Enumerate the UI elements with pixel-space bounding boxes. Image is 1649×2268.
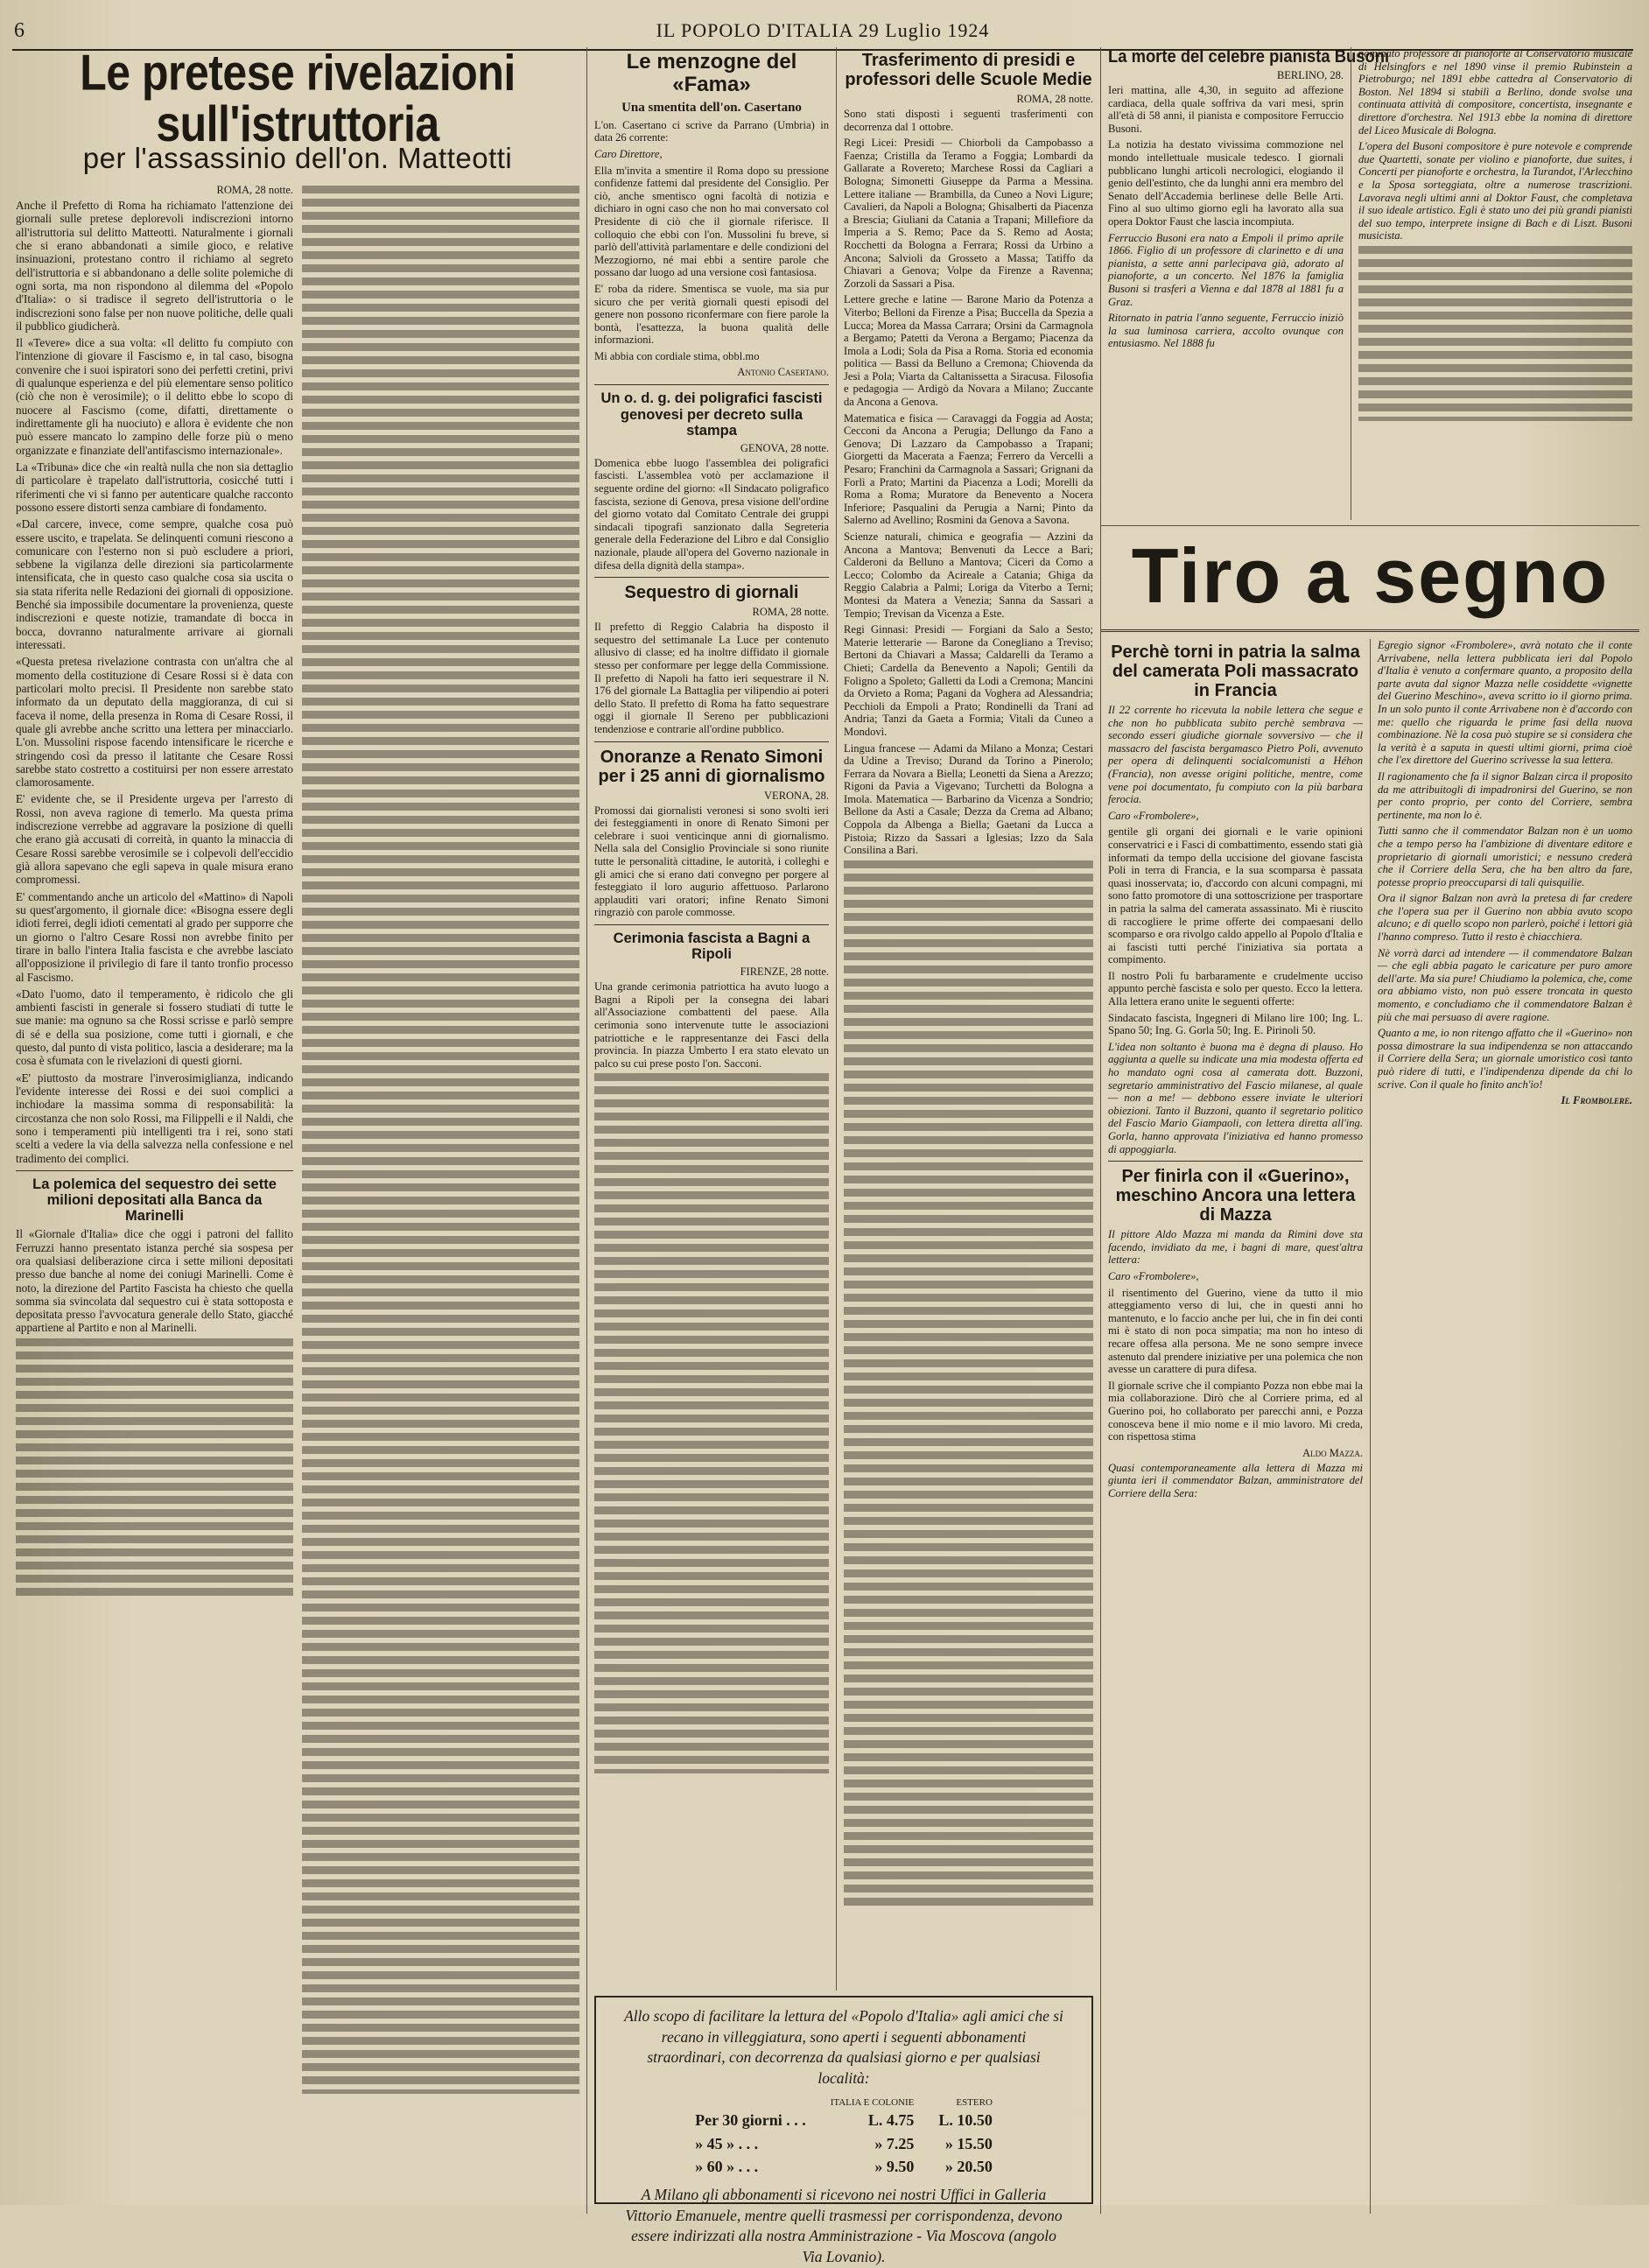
subhead-matteotti: per l'assassinio dell'on. Matteotti [82,142,513,174]
paragraph: Il 22 corrente ho ricevuta la nobile lettera che segue e che non ho pubblicata subito perchè sembrava — secondo esseri giudiche giornale sovversivo — che il massacro del fascista bergamasco Pietro Poli, avvenuto per opera di delinquenti socialcomunisti a Héhon (Francia), non avesse origini politiche, mentre, come vene poi documentato, fu compiuto con la più barbara ferocia. [1108,704,1363,806]
paragraph: Nè vorrà darci ad intendere — il commendatore Balzan — che egli abbia pagato le caricature per puro amore dell'arte. Ma sia pure! Chiudiamo la polemica, che, come ora abbiamo visto, non può essere troncata in questo momento, e concludiamo che il commendatore Balzan è più che mai persuaso di avere ragione. [1378,946,1632,1023]
headline-matteotti: Le pretese rivelazioni sull'istruttoria [80,44,516,152]
paragraph: Tutti sanno che il commendator Balzan non è un uomo che a tempo perso ha l'ambizione di diventare editore e proprietario di giornali umoristici; e nessuno crederà che il Corriere della Sera, che ha ben altro da fare, potesse proprio preoccuparsi di tali quisquilie. [1378,825,1632,888]
dateline: BERLINO, 28. [1276,69,1344,81]
dateline: GENOVA, 28 notte. [740,441,829,454]
subscription-note: A Milano gli abbonamenti si ricevono nei nostri Uffici in Galleria Vittorio Emanuele, mentre quelli trasmessi per corrispondenza, devono essere indirizzati alla nostra Amministrazione - Via Moscova (angolo Via Lovanio). [625,2186,1063,2266]
dateline: ROMA, 28 notte. [1016,93,1093,105]
paragraph: Scienze naturali, chimica e geografia — Azzini da Ancona a Mantova; Benvenuti da Lecce a Bari; Calderoni da Belluno a Mantova; Ciceri da Como a Lecco; Colombo da Acireale a Catania; Ghiga da Reggio Calabria a Palmi; Loriga da Viterbo a Terni; Montesi da Matera a Venezia; Sanna da Sassari a Tempio; Trevisan da Vicenza a Este. [844,530,1093,620]
paragraph: Lettere greche e latine — Barone Mario da Potenza a Viterbo; Belloni da Firenze a Pisa; Buccella da Spezia a Lucca; Morea da Massa Carrara; Orsini da Carmagnola a Bergamo; Patetti da Verona a Bergamo; Piacenza da Imola a Lodi; Sola da Pisa a Roma. Storia ed economia politica — Bassi da Belluno a Cremona; Chiovenda da Jesi a Pola; Viarta da Caltanissetta a Siracusa. Filosofia e pedagogia — Ardigò da Novara a Milano; Zuccante da Ancona a Genova. [844,293,1093,409]
paragraph: L'on. Casertano ci scrive da Parrano (Umbria) in data 26 corrente: [594,118,829,144]
paragraph: E' roba da ridere. Smentisca se vuole, ma sia pur sicuro che per verità giornali questi episodi del genere non possono riconfermare con fiere parole la bontà, l'esattezza, la buona qualità delle informazioni. [594,282,829,347]
paragraph: Il prefetto di Reggio Calabria ha disposto il sequestro del settimanale La Luce per contenuto allusivo di classe; ed ha inoltre diffidato il giornale stesso per conformare per legge della Commissione. Il prefetto di Napoli ha fatto ieri sequestrare il N. 176 del giornale La Battaglia per vilipendio ai poteri dello Stato. Il prefetto di Roma ha fatto sequestrare oggi il giornale Il Sereno per pubblicazioni tendenziose e contrarie all'ordine pubblico. [594,621,829,735]
paragraph: nominato professore di pianoforte al Conservatorio musicale di Helsingfors e nel 1890 vinse il premio Rubinstein a Pietroburgo; nel 1891 ebbe cattedra al Conservatorio di Boston. Nel 1894 si stabilì a Berlino, donde svolse una continuata attività di compositore, concertista, insegnante e direttore d'orchestra. Nel 1913 ebbe la nomina di direttore del Liceo Musicale di Bologna. [1358,47,1632,137]
subhead-smentita: Una smentita dell'on. Casertano [621,100,802,115]
headline-cerimonia: Cerimonia fascista a Bagni a Ripoli [613,930,810,963]
paragraph: «Dal carcere, invece, come sempre, qualche cosa può essere uscito, e trapelata. Se delinquenti comuni riescono a comunicare con l'esterno non si può escludere a priori, sebbene la vigilanza delle direzioni sia particolarmente intensificata, che in questo caso qualche cosa sia uscita o sia stata riferita nelle Redazioni dei giornali di opposizione. Benché sia impossibile documentare la provenienza, queste indiscrezioni e queste notizie, tramandate di bocca in bocca, dovranno naturalmente arrivare ai giornali interessati. [16,517,293,651]
paragraph: Sono stati disposti i seguenti trasferimenti con decorrenza dal 1 ottobre. [844,108,1093,133]
headline-sequestro: Sequestro di giornali [624,583,799,603]
headline-menzogne: Le menzogne del «Fama» [626,50,797,97]
header-italy: ITALIA E COLONIE [830,2096,915,2108]
paragraph: Anche il Prefetto di Roma ha richiamato l'attenzione dei giornali sulle pretese deplorevoli indiscrezioni intorno all'istruttoria sul delitto Matteotti. Naturalmente i giornali che si erano abbandonati a simile gioco, e relative insinuazioni, protestano contro il richiamo al segreto dell'istruttoria e si abbandonano a delle solite polemiche di ogni sorta, ma non rispondono al dilemma del «Popolo d'Italia»: o si tradisce il segreto dell'istruttoria o le indiscrezioni sono false per non nuove politiche, delle quali il pubblico giudicherà. [16,199,293,333]
headline-onoranze: Onoranze a Renato Simoni per i 25 anni di giornalismo [598,747,825,786]
page-number: 6 [14,19,25,42]
paragraph: Quanto a me, io non ritengo affatto che il «Guerino» non possa dimostrare la sua indipendenza se non attaccando il Corriere della Sera; un giornale umoristico così tanto può ridere di tutti, e l'indipendenza dipende da chi lo scrive. Con il quale ho finito anch'io! [1378,1027,1632,1091]
headline-trasferimento: Trasferimento di presidi e professori delle Scuole Medie [845,51,1092,89]
table-row [683,2155,1005,2178]
dateline: ROMA, 28 notte. [752,606,829,619]
paragraph: Ieri mattina, alle 4,30, in seguito ad affezione cardiaca, della quale soffriva da vari mesi, sprin all'età di 58 anni, il pianista e compositore Ferruccio Busoni. [1108,84,1344,135]
paragraph: La notizia ha destato vivissima commozione nel mondo intellettuale musicale tedesco. I giornali pubblicano lunghi articoli necrologici, elogiando il genio dell'estinto, che da lunghi anni era membro del Senato dell'Accademia berlinese delle Belle Arti. Fino al suo ultimo giorno egli ha lavorato alla sua opera Doktor Faust che lascia incompiuta. [1108,138,1344,228]
rate-label: » 60 » . . . [695,2157,759,2175]
salutation: Caro «Frombolere», [1108,809,1199,822]
signature: Il Frombolere. [1561,1094,1632,1107]
paragraph: Ferruccio Busoni era nato a Empoli il primo aprile 1866. Figlio di un professore di clarinetto e di una pianista, a sette anni parlecipava già, adorato al pianoforte, a un concerto. Nel 1876 la famiglia Busoni si trasferì a Vienna e dal 1878 al 1881 fu a Graz. [1108,231,1344,308]
header-abroad: ESTERO [956,2096,993,2108]
dateline: ROMA, 28 notte. [216,184,293,196]
paragraph: Lingua francese — Adami da Milano a Monza; Cestari da Udine a Treviso; Durand da Torino a Pinerolo; Ferrara da Novara a Biella; Leonetti da Siena a Arezzo; Rigoni da Pavia a Vigevano; Turchetti da Bologna a Imola. Matematica — Barbarino da Vicenza a Sondrio; Bellone da Asti a Casale; Dezza da Crema ad Albano; Coppola da Albenga a Biella; Gaetani da Lucca a Pistoia; Rizzo da Sassari a Iglesias; Izzo da Sala Consilina a Bari. [844,741,1093,857]
rate-italy: » 7.25 [874,2134,915,2152]
matteotti-subcol-right [302,182,579,2094]
masthead-title: IL POPOLO D'ITALIA 29 Luglio 1924 [656,19,990,41]
tiro-col-2 [1370,639,1639,2214]
subscription-box-wrapper [586,1991,1100,2266]
paragraph: Il giornale scrive che il compianto Pozza non ebbe mai la mia collaborazione. Dirò che al Corriere prima, ed al Guerino poi, ho collaborato per parecchi anni, e Pozza conosceva bene il mio nome e il mio lavoro. Mi creda, con rispettosa stima [1108,1379,1363,1443]
dateline: VERONA, 28. [764,789,829,802]
paragraph: Mi abbia con cordiale stima, obbl.mo [594,349,760,362]
matteotti-body [16,182,579,2094]
paragraph: La «Tribuna» dice che «in realtà nulla che non sia dettaglio di particolare è trapelato dall'istruttoria, cosicché tutti i riferimenti che vi si fanno per autenticare qualche racconto possono essere distorti senza cambiare di fondamento. [16,460,293,514]
paragraph: Ritornato in patria l'anno seguente, Ferruccio iniziò la sua luminosa carriera, accolto ovunque con entusiasmo. Nel 1888 fu [1108,312,1344,350]
subscription-intro: Allo scopo di facilitare la lettura del «Popolo d'Italia» agli amici che si recano in villeggiatura, sono aperti i seguenti abbonamenti straordinari, con decorrenza da qualsiasi giorno e per qualsiasi località: [624,2007,1063,2087]
rate-abroad: L. 10.50 [938,2111,993,2130]
column-busoni-cont [1351,47,1639,520]
column-matteotti [12,44,586,2214]
rates-table [683,2096,1005,2179]
paragraph: Ella m'invita a smentire il Roma dopo su pressione confidenze fattemi dal presidente del Consiglio. Per ciò, anche smentisco ogni facoltà di notizia e dichiaro in ogni caso che non ho mai conversato col Presidente di ciò che il giornale riferisce. Il colloquio che ebbi con l'on. Mussolini fu breve, si parlò dell'attività parlamentare e delle condizioni del Mezzogiorno, né mai ebbi a sentire parole che possano dar luogo ad una versione così fantasiosa. [594,164,829,279]
paragraph: L'opera del Busoni compositore è pure notevole e comprende due Quartetti, sonate per violino e pianoforte, due suites, i Concerti per pianoforte e orchestra, la Turandot, l'Arlecchino e la Sposa sorteggiata, oltre a numerose trascrizioni. Lavorava negli ultimi anni al Doktor Faust, che completava il suo ideale artistico. Egli è stato uno dei più grandi pianisti del suo tempo, interprete insigne di Bach e di Liszt. Busoni musicista. [1358,140,1632,242]
paragraph: Egregio signor «Frombolere», avrà notato che il conte Arrivabene, nella lettera pubblicata ieri dal Popolo d'Italia è venuto a confermare quanto, a proposito della parte avuta dal signor Mazza nelle cosiddette «vignette del Guerino Meschino», aveva scritto io il giorno prima. In un solo punto il conte Arrivabene non è d'accordo con me: quello che riguarda le prime fasi della nuova combinazione. Nè la cosa può stupire se si considera che la verità è a saputa in questi ultimi giorni, prima cioè che l'ex direttore del Guerino scrivesse la sua lettera. [1378,639,1632,767]
paragraph: Il pittore Aldo Mazza mi manda da Rimini dove sta facendo, invidiato da me, i bagni di mare, quest'altra lettera: [1108,1228,1363,1267]
matteotti-subcol-left [16,182,293,2094]
rate-italy: L. 4.75 [867,2111,915,2130]
headline-poli: Perchè torni in patria la salma del camerata Poli massacrato in Francia [1111,642,1360,700]
headline-polemica: La polemica del sequestro dei sette milioni depositati alla Banca da Marinelli [32,1176,277,1225]
signature: Aldo Mazza. [1302,1446,1363,1459]
paragraph: Promossi dai giornalisti veronesi si sono svolti ieri dei festeggiamenti in onore di Renato Simoni per celebrare i suoi venticinque anni di giornalismo. Nella sala del Consiglio Provinciale si sono riunite tutte le personalità cittadine, le autorità, i colleghi e gli amici che si erano dati convegno per porgere al festeggiato il loro augurio affettuoso. Parlarono applauditi vari oratori; infine Renato Simoni ringraziò con parole commosse. [594,804,829,919]
paragraph: Una grande cerimonia patriottica ha avuto luogo a Bagni a Ripoli per la consegna dei labari all'Associazione combattenti del paese. Alla cerimonia sono intervenute tutte le associazioni patriottiche e le rappresentanze dei Fasci della provincia. In piazza Umberto I era stato elevato un palco su cui prese posto l'on. Sacconi. [594,980,829,1070]
paragraph: E' evidente che, se il Presidente urgeva per l'arresto di Rossi, non aveva ragione di temerlo. Ma questa prima indiscrezione verrebbe ad aggravare la posizione di quelli che erano già accusati di correità, in quanto la minaccia di Cesare Rossi sarebbe verosimile se i colpevoli dell'eccidio già allora sapevano che egli sapeva in quale misura erano compromessi. [16,792,293,887]
paragraph: L'idea non soltanto è buona ma è degna di plauso. Ho aggiunta a quelle su indicate una mia modesta offerta ed ho mandato ogni cosa al camerata dott. Buzzoni, segretario amministrativo del Fascio milanese, al quale — non a me! — debbono essere inviate le ulteriori obiezioni. Tanto il Buzzoni, quanto il segretario politico del Fascio Mario Giampaoli, con lettera diretta all'ing. Gorla, hanno approvata l'iniziativa ed hanno promesso di appoggiarla. [1108,1040,1363,1155]
headline-guerino: Per finirla con il «Guerino», meschino Ancora una lettera di Mazza [1115,1167,1356,1225]
paragraph: «Questa pretesa rivelazione contrasta con un'altra che al momento della costituzione di Cesare Rossi si è data con particolari molto precisi. Il Presidente non sarebbe stato informato da un deputato della maggioranza, di cui si faceva il nome, della presenza in Roma di Cesare Rossi, il quale gli avrebbe anche scritto una lettera per minacciarlo. L'on. Mussolini rispose facendo intensificare le ricerche e stringendo così da presso il latitante che Cesare Rossi sarebbe stato costretto a costituirsi per non essere arrestato clamorosamente. [16,655,293,790]
paragraph: Quasi contemporaneamente alla lettera di Mazza mi giunta ieri il commendator Balzan, amministratore del Corriere della Sera: [1108,1461,1363,1499]
paragraph: Sindacato fascista, Ingegneri di Milano lire 100; Ing. L. Spano 50; Ing. G. Gorla 50; Ing. E. Pirinoli 50. [1108,1011,1363,1037]
paragraph: «Dato l'uomo, dato il temperamento, è ridicolo che gli ambienti fascisti in generale si fossero studiati di tutte le sue manie: ma ognuno sa che Rossi scrisse e parlò sempre di sé e della sua posizione, come tutti i giornali, e che questo, dal punto di vista politico, lascia a desiderare; ma la cosa è sfumata con le rivelazioni di questi giorni. [16,987,293,1068]
rate-abroad: » 15.50 [944,2134,993,2152]
table-row [683,2132,1005,2155]
salutation: Caro «Frombolere», [1108,1269,1199,1282]
rate-abroad: » 20.50 [944,2157,993,2175]
headline-tiro-a-segno: Tiro a segno [1101,525,1639,632]
salutation: Caro Direttore, [594,147,663,160]
paragraph: Il ragionamento che fa il signor Balzan circa il proposito da me attribuitogli di impadronirsi del Guerino, se non per conto proprio, per conto del Corriere, sembra pertinente, ma non lo è. [1378,769,1632,821]
headline-poligrafici: Un o. d. g. dei poligrafici fascisti genovesi per decreto sulla stampa [600,390,823,439]
column-busoni [1100,47,1390,520]
paragraph: Regi Licei: Presidi — Chiorboli da Campobasso a Faenza; Cristilla da Teramo a Foggia; Lombardi da Gallarate a Rovereto; Marchese Rossi da Cagliari a Bologna; Simonetti Giuseppe da Parma a Messina. Lettere italiane — Brambilla, da Cuneo a Novi Ligure; Cavalieri, da Napoli a Bologna; Ghisalberti da Piacenza a Brescia; Giuliani da Catania a Trapani; Millefiore da Imperia a S. Remo; Pace da S. Remo ad Aosta; Rocchetti da Bologna a Ferrara; Rossi da Urbino a Ancona; Salvioli da Grosseto a Massa; Tatiffo da Chiavari a Genova; Volpe da Firenze a Ravenna; Zorzoli da Sassari a Pisa. [844,137,1093,290]
tiro-col-1 [1101,639,1370,2214]
headline-busoni: La morte del celebre pianista Busoni [1108,47,1390,67]
tiro-a-segno-section [1100,520,1639,2214]
paragraph: il risentimento del Guerino, viene da tutto il mio atteggiamento verso di lui, che in questi anni ho mantenuto, e lo faccio anche per lui, che in fin dei conti mi è stato di non poca simpatia; ma non ho inteso di recare offesa alla persona. Me ne sono sempre invece astenuto dal prendere iniziative per una polemica che non avesse un carattere di pura difesa. [1108,1286,1363,1376]
paragraph: «E' piuttosto da mostrare l'inverosimiglianza, indicando l'evidente interesse dei Rossi e dei suoi complici a inchiodare la massima somma di responsabilità: la circostanza che non solo Rossi, ma Filippelli e il Naldi, che sono i temperamenti più intelligenti tra i rei, sono stati scelti a vedere la via della salvezza nella confessione e nel tradimento dei complici. [16,1071,293,1165]
column-3 [836,47,1100,1991]
paragraph: Il «Tevere» dice a sua volta: «Il delitto fu compiuto con l'intenzione di giovare il Fascismo e, in tal caso, bisogna convenire che i suoi ispiratori sono dei perfetti cretini, privi di qualunque esperienza e del più elementare senso politico (ciò che non è verosimile); o il delitto ebbe lo scopo di nuocere al Fascismo (come, difatti, direttamente o indirettamente gli ha nuociuto) e allora è evidente che non può essere mancato lo zampino delle forze più o meno organizzate e finanziate dell'antifascismo internazionale». [16,336,293,457]
paragraph: Ora il signor Balzan non avrà la pretesa di far credere che l'opera sua per il Guerino non abbia avuto scopo alcuno; e di quello scopo non parlerò, poiché i lettori già l'hanno compreso. Tutto il resto è chiacchiera. [1378,892,1632,944]
columns [12,44,1633,2266]
table-row [683,2109,1005,2131]
column-2 [586,47,836,1991]
dateline: FIRENZE, 28 notte. [740,965,829,979]
paragraph: Il nostro Poli fu barbaramente e crudelmente ucciso appunto perchè fascista e solo per questo. Ecco la lettera. Alla lettera erano unite le seguenti offerte: [1108,969,1363,1008]
paragraph: gentile gli organi dei giornali e le varie opinioni conservatrici e i Fasci di combattimento, essendo stati già informati da tempo della uccisione del giovane fascista Poli in terra di Francia, e la sua scomparsa è passata quasi inosservata; io, d'accordo con alcuni compagni, mi sono fatto promotore di una sottoscrizione per trasportare in patria la salma del camerata assassinato. Mi è riuscito di raccogliere le prime offerte dei compaesani dello scomparso e ora rivolgo caldo appello al Popolo d'Italia e ai fascisti tutti perché l'iniziativa sia portata a compimento. [1108,825,1363,966]
paragraph: Il «Giornale d'Italia» dice che oggi i patroni del fallito Ferruzzi hanno presentato istanza perché sia sospesa per ora qualsiasi deliberazione circa i sette milioni depositati presso due banche al nome dei coniugi Marinelli. Come è noto, la direzione del Partito Fascista ha chiesto che quella somma sia svincolata dal sequestro cui è stata sottoposta e depositata presso l'avvocatura generale dello Stato, giacché appartiene al Partito e non al Marinelli. [16,1227,293,1335]
rate-label: » 45 » . . . [695,2134,759,2152]
subscription-box [594,1996,1093,2266]
rate-italy: » 9.50 [874,2157,915,2175]
paragraph: E' commentando anche un articolo del «Mattino» di Napoli su quest'argomento, il giornale dice: «Bisogna essere degli idioti ferrei, degli idioti cementati al grado per supporre che un giorno o l'altro Cesare Rossi non avrebbe finito per tirare in ballo l'intera Italia fascista e che avrebbe lasciato all'opposizione il privilegio di fare il tanto tronfio processo al Fascismo. [16,889,293,984]
tiro-columns [1101,639,1639,2214]
rate-label: Per 30 giorni . . . [695,2111,806,2130]
paragraph: Matematica e fisica — Caravaggi da Foggia ad Aosta; Cecconi da Ancona a Perugia; Dellungo da Fano a Genova; Di Lazzaro da Campobasso a Trapani; Giorgetti da Macerata a Faenza; Ferrero da Vercelli a Pesaro; Franchini da Carmagnola a Sassari; Grignani da Forlì a Prato; Martini da Piacenza a Lodi; Morelli da Roma a Roma; Muratore da Benevento a Nocera Inferiore; Pasqualini da Perugia a Narni; Pinto da Salerno ad Avellino; Rosmini da Genova a Savona. [844,411,1093,527]
signature: Antonio Casertano. [737,366,829,379]
paragraph: Regi Ginnasi: Presidi — Forgiani da Salo a Sesto; Materie letterarie — Barone da Conegliano a Treviso; Bertoni da Chiavari a Massa; Caldarelli da Teramo a Chieti; Cardella da Benevento a Napoli; Gentili da Foligno a Spoleto; Galletti da Lodi a Cremona; Mancini da Orvieto a Roma; Pagani da Voghera ad Alessandria; Pecchioli da Empoli a Prato; Rondinelli da Trani ad Andria; Tanzi da Gaeta a Formia; Vitali da Cuneo a Mondovì. [844,623,1093,738]
paragraph: Domenica ebbe luogo l'assemblea dei poligrafici fascisti. L'assemblea votò per acclamazione il seguente ordine del giorno: «Il Sindacato poligrafico fascista, sezione di Genova, presa visione dell'ordine del giorno votato dal Comitato Centrale dei gruppi sindacali tipografi sanzionato dalla Segreteria generale della Federazione del Libro e dal Consiglio nazionale, plaude all'opera del Governo nazionale in difesa della dignità della stampa». [594,456,829,572]
